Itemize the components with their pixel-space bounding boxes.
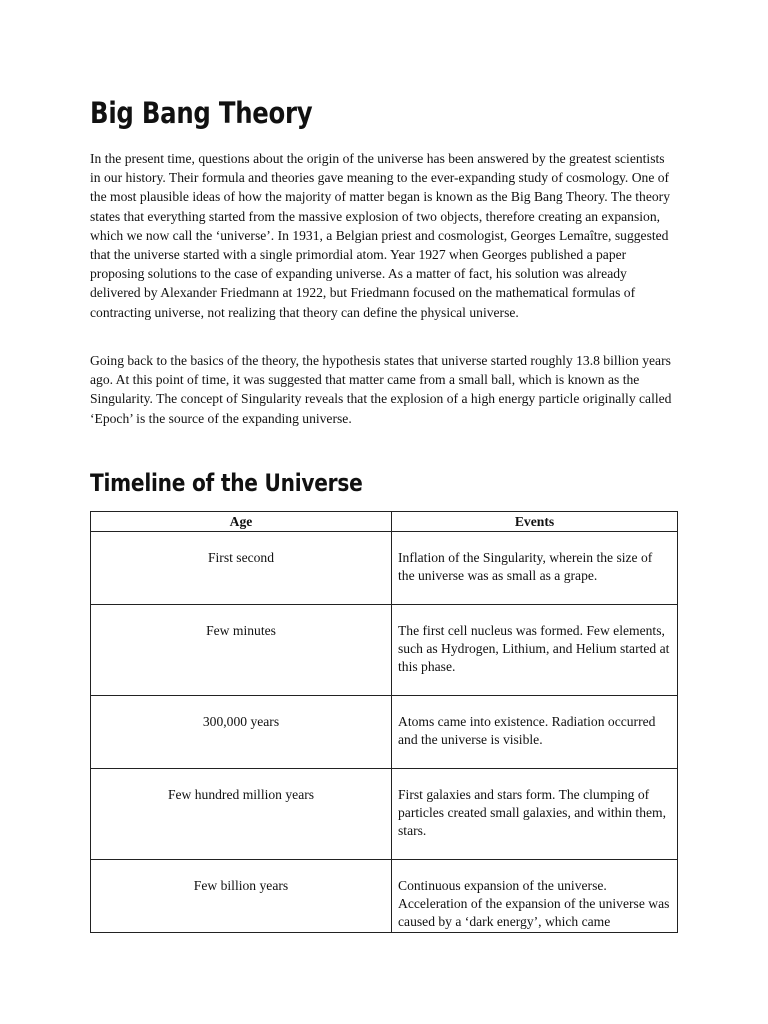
age-cell: Few hundred million years (91, 769, 392, 860)
header-events: Events (392, 512, 678, 532)
table-row (91, 860, 678, 933)
basics-paragraph: Going back to the basics of the theory, the hypothesis states that universe started roughly 13.8 billion years ago. At this point of time, it was suggested that matter came from a small ball, which is known as the Singularity. The concept of Singularity reveals that the explosion of a high energy particle originally called ‘Epoch’ is the source of the expanding universe. (90, 353, 672, 426)
intro-paragraph: In the present time, questions about the origin of the universe has been answered by the greatest scientists in our history. Their formula and theories gave meaning to the ever-expanding study of cosmology. One of the most plausible ideas of how the majority of matter began is known as the Big Bang Theory. The theory states that everything started from the massive explosion of two objects, therefore creating an expansion, which we now call the ‘universe’. In 1931, a Belgian priest and cosmologist, Georges Lemaître, suggested that the universe started with a single primordial atom. Year 1927 when Georges published a paper proposing solutions to the case of expanding universe. As a matter of fact, his solution was already delivered by Alexander Friedmann at 1922, but Friedmann focused on the mathematical formulas of contracting universe, not realizing that theory can define the physical universe. (90, 151, 671, 320)
table-row (91, 605, 678, 696)
page-title: Big Bang Theory (90, 96, 313, 130)
event-cell: Inflation of the Singularity, wherein the size of the universe was as small as a grape. (392, 532, 678, 605)
event-cell-text: Continuous expansion of the universe. Acceleration of the expansion of the universe was caused by a ‘dark energy’, which came (398, 878, 670, 929)
event-cell: The first cell nucleus was formed. Few elements, such as Hydrogen, Lithium, and Helium started at this phase. (392, 605, 678, 696)
event-cell (392, 860, 678, 933)
timeline-table (90, 511, 678, 933)
header-age: Age (91, 512, 392, 532)
event-cell: First galaxies and stars form. The clumping of particles created small galaxies, and within them, stars. (392, 769, 678, 860)
table-row (91, 532, 678, 605)
age-cell: 300,000 years (91, 696, 392, 769)
table-row (91, 769, 678, 860)
table-row (91, 696, 678, 769)
age-cell: Few billion years (91, 860, 392, 933)
section-title: Timeline of the Universe (90, 469, 363, 497)
event-cell: Atoms came into existence. Radiation occurred and the universe is visible. (392, 696, 678, 769)
age-cell: Few minutes (91, 605, 392, 696)
table-header-row (91, 512, 678, 532)
age-cell: First second (91, 532, 392, 605)
